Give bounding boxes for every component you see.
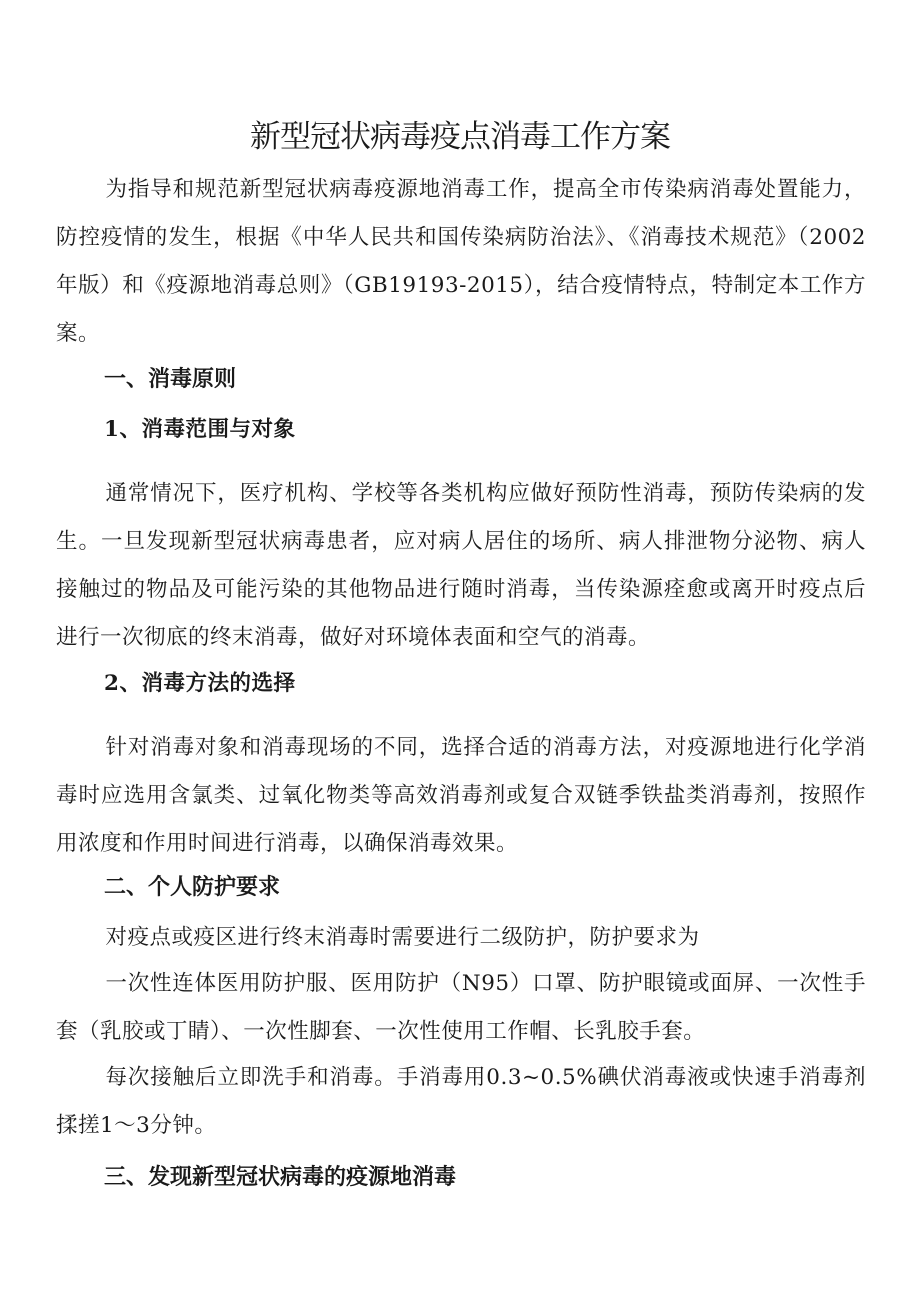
section-3-heading: 三、发现新型冠状病毒的疫源地消毒 [104, 1165, 457, 1190]
section-1-1-body: 通常情况下，医疗机构、学校等各类机构应做好预防性消毒，预防传染病的发生。一旦发现新型冠状病毒患者，应对病人居住的场所、病人排泄物分泌物、病人接触过的物品及可能污染的其他物品进行随时消毒，当传染源痊愈或离开时疫点后进行一次彻底的终末消毒，做好对环境体表面和空气的消毒。 [56, 481, 866, 650]
section-2-line-1: 对疫点或疫区进行终末消毒时需要进行二级防护，防护要求为 [105, 925, 700, 950]
section-1-2-body: 针对消毒对象和消毒现场的不同，选择合适的消毒方法，对疫源地进行化学消毒时应选用含氯类、过氧化物类等高效消毒剂或复合双链季铁盐类消毒剂，按照作用浓度和作用时间进行消毒，以确保消毒效果。 [56, 735, 866, 856]
intro-paragraph: 为指导和规范新型冠状病毒疫源地消毒工作，提高全市传染病消毒处置能力，防控疫情的发生，根据《中华人民共和国传染病防治法》、《消毒技术规范》（2002年版）和《疫源地消毒总则》（GB19193-2015），结合疫情特点，特制定本工作方案。 [56, 177, 866, 346]
section-2-heading: 二、个人防护要求 [104, 875, 281, 900]
document-title: 新型冠状病毒疫点消毒工作方案 [250, 119, 670, 155]
section-1-heading: 一、消毒原则 [104, 367, 237, 392]
section-2-line-2: 一次性连体医用防护服、医用防护（N95）口罩、防护眼镜或面屏、一次性手套（乳胶或丁睛）、一次性脚套、一次性使用工作帽、长乳胶手套。 [56, 971, 866, 1044]
section-2-line-3: 每次接触后立即洗手和消毒。手消毒用0.3~0.5%碘伏消毒液或快速手消毒剂揉搓1～3分钟。 [56, 1065, 866, 1138]
section-1-2-heading: 2、消毒方法的选择 [104, 671, 296, 696]
section-1-1-heading: 1、消毒范围与对象 [104, 417, 296, 442]
